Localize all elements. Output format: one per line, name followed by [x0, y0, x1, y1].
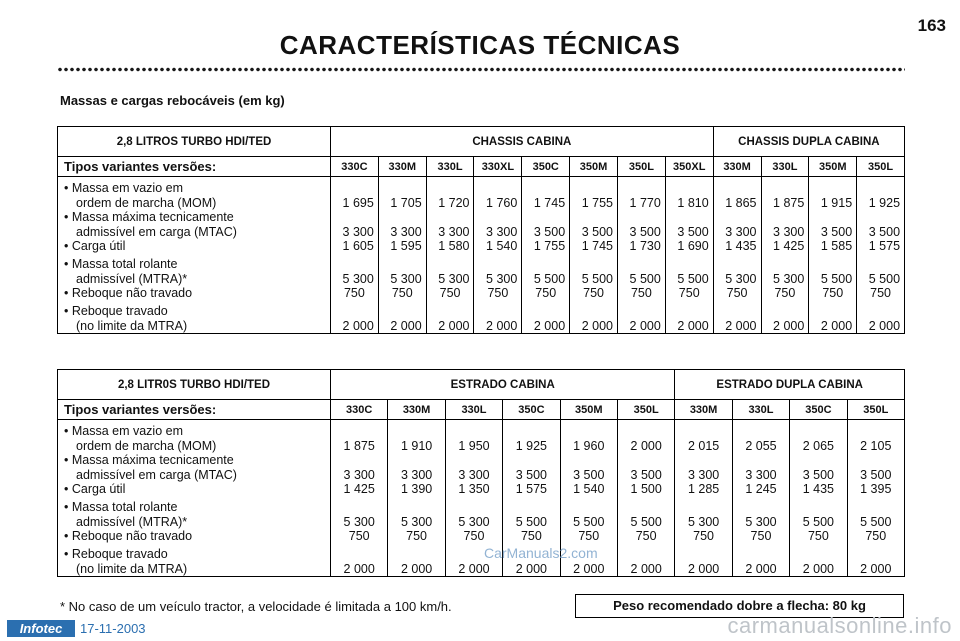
- column-header: 350M: [570, 157, 618, 177]
- table-cell: 1 960: [573, 439, 605, 453]
- table-cell: 2 000: [400, 562, 433, 576]
- table-cell: 1 875: [343, 439, 375, 453]
- table-cell: 5 500: [629, 272, 661, 286]
- group-header-row: [58, 127, 905, 157]
- table-cell: 3 300: [400, 468, 433, 482]
- row-label: [64, 500, 330, 529]
- row-label-line: • Massa total rolante: [64, 500, 178, 514]
- row-label-line: • Carga útil: [64, 482, 126, 496]
- table-cell: 3 500: [515, 468, 547, 482]
- row-label-line: • Reboque travado: [64, 304, 168, 318]
- table-cell: 750: [343, 286, 365, 300]
- column-header: 330C: [331, 400, 388, 420]
- footer-date: 17-11-2003: [80, 621, 146, 636]
- table-cell: 3 300: [458, 468, 490, 482]
- value-column: [761, 177, 809, 334]
- table-cell: 1 540: [573, 482, 605, 496]
- table-cell: 3 500: [629, 225, 661, 239]
- row-label-line: (no limite da MTRA): [76, 562, 188, 576]
- table-cell: 3 500: [581, 225, 613, 239]
- table-cell: 2 000: [630, 439, 662, 453]
- table-cell: 5 500: [515, 515, 547, 529]
- value-column: [675, 420, 732, 577]
- table-cell: 5 300: [342, 272, 374, 286]
- group-header-row: [58, 370, 905, 400]
- table-cell: 5 300: [745, 515, 777, 529]
- value-column: [617, 177, 665, 334]
- table-cell: 1 745: [533, 196, 566, 210]
- table-cell: 2 000: [629, 319, 661, 333]
- table-cell: 750: [807, 529, 829, 543]
- table-cell: 5 300: [400, 515, 433, 529]
- table-cell: 5 500: [533, 272, 566, 286]
- table-cell: 1 755: [581, 196, 613, 210]
- table-cell: 1 425: [343, 482, 375, 496]
- table-cell: 750: [726, 286, 748, 300]
- values-row: [58, 420, 905, 577]
- table-cell: 750: [406, 529, 428, 543]
- column-header: 350L: [617, 157, 665, 177]
- table-cell: 750: [774, 286, 796, 300]
- table-cell: 1 705: [390, 196, 422, 210]
- row-labels-column: [58, 420, 331, 577]
- watermark-bottom: carmanualsonline.info: [727, 613, 952, 638]
- value-column: [474, 177, 522, 334]
- row-label-line: • Massa máxima tecnicamente: [64, 210, 234, 224]
- value-column: [857, 177, 905, 334]
- table-cell: 2 065: [802, 439, 834, 453]
- row-label-line: admissível em carga (MTAC): [76, 225, 237, 239]
- group-header-chassis-cabina: CHASSIS CABINA: [331, 127, 714, 157]
- column-header-row: [58, 400, 905, 420]
- watermark-site: CarManuals2.com: [484, 545, 598, 561]
- dotted-divider: [57, 67, 905, 72]
- table-cell: 1 910: [400, 439, 433, 453]
- table-cell: 3 500: [630, 468, 662, 482]
- table-cell: 2 000: [745, 562, 777, 576]
- table-cell: 1 745: [581, 239, 613, 253]
- table-cell: 2 000: [725, 319, 757, 333]
- page-title: CARACTERÍSTICAS TÉCNICAS: [279, 30, 681, 60]
- table-cell: 3 500: [860, 468, 892, 482]
- table-cell: 5 500: [677, 272, 709, 286]
- column-header: 350M: [560, 400, 617, 420]
- value-column: [732, 420, 789, 577]
- table-cell: 750: [630, 286, 652, 300]
- table-cell: 750: [822, 286, 844, 300]
- table-cell: 3 300: [745, 468, 777, 482]
- table-cell: 1 695: [342, 196, 374, 210]
- table-cell: 2 000: [581, 319, 613, 333]
- column-header-row: [58, 157, 905, 177]
- row-label-line: (no limite da MTRA): [76, 319, 188, 333]
- table-cell: 2 000: [868, 319, 901, 333]
- table-cell: 5 500: [573, 515, 605, 529]
- row-label-line: • Reboque não travado: [64, 286, 193, 300]
- table-cell: 1 950: [458, 439, 490, 453]
- table-cell: 3 500: [533, 225, 566, 239]
- engine-header: 2,8 LITR0S TURBO HDI/TED: [58, 370, 331, 400]
- column-header: 330L: [426, 157, 474, 177]
- value-column: [331, 420, 388, 577]
- column-header: 350C: [522, 157, 570, 177]
- table-cell: 750: [583, 286, 604, 300]
- table-cell: 2 000: [438, 319, 470, 333]
- table-cell: 750: [348, 529, 370, 543]
- table-cell: 750: [870, 286, 892, 300]
- table-cell: 1 595: [390, 239, 422, 253]
- table-cell: 3 300: [438, 225, 470, 239]
- table-cell: 2 000: [343, 562, 375, 576]
- table-cell: 1 390: [400, 482, 433, 496]
- value-column: [809, 177, 857, 334]
- table-cell: 750: [535, 286, 557, 300]
- row-label-line: • Reboque não travado: [64, 529, 193, 543]
- value-column: [790, 420, 847, 577]
- variants-header: Tipos variantes versões:: [58, 157, 331, 177]
- axle-load-box: Peso recomendado dobre a flecha: 80 kg: [575, 594, 904, 618]
- table-cell: 1 925: [868, 196, 901, 210]
- table-cell: 2 000: [342, 319, 374, 333]
- table-cell: 5 300: [458, 515, 490, 529]
- table-cell: 5 500: [581, 272, 613, 286]
- group-header-chassis-dupla-cabina: CHASSIS DUPLA CABINA: [713, 127, 904, 157]
- value-column: [378, 177, 426, 334]
- table-cell: 3 500: [868, 225, 901, 239]
- column-header: 330XL: [474, 157, 522, 177]
- table-cell: 3 300: [725, 225, 757, 239]
- row-label-line: ordem de marcha (MOM): [76, 196, 217, 210]
- table-cell: 5 500: [820, 272, 853, 286]
- column-header: 330L: [445, 400, 502, 420]
- value-column: [617, 420, 674, 577]
- chassis-cabina-table: [57, 126, 905, 334]
- table-cell: 5 300: [438, 272, 470, 286]
- row-label: [64, 239, 330, 257]
- table-cell: 1 690: [677, 239, 709, 253]
- table-cell: 750: [693, 529, 715, 543]
- row-label: [64, 453, 330, 482]
- table-cell: 5 300: [486, 272, 518, 286]
- page-number: 163: [917, 16, 946, 35]
- table-cell: 1 285: [687, 482, 720, 496]
- row-label: [64, 547, 330, 576]
- group-header-estrado-dupla-cabina: ESTRADO DUPLA CABINA: [675, 370, 905, 400]
- column-header: 330C: [331, 157, 379, 177]
- table-cell: 1 720: [438, 196, 470, 210]
- table-cell: 1 575: [868, 239, 901, 253]
- table-cell: 750: [635, 529, 657, 543]
- table-cell: 2 000: [687, 562, 720, 576]
- row-label: [64, 286, 330, 304]
- table-cell: 750: [463, 529, 485, 543]
- table-cell: 1 540: [486, 239, 518, 253]
- table-cell: 750: [439, 286, 461, 300]
- group-header-estrado-cabina: ESTRADO CABINA: [331, 370, 675, 400]
- table-cell: 3 500: [573, 468, 605, 482]
- table-cell: 1 245: [745, 482, 777, 496]
- values-row: [58, 177, 905, 334]
- table-cell: 1 435: [802, 482, 834, 496]
- column-header: 350C: [503, 400, 560, 420]
- row-labels-column: [58, 177, 331, 334]
- row-label: [64, 424, 330, 453]
- table-cell: 1 730: [629, 239, 661, 253]
- table-cell: 2 000: [486, 319, 518, 333]
- table-cell: 2 000: [860, 562, 892, 576]
- table-cell: 1 435: [725, 239, 757, 253]
- table-cell: 1 585: [820, 239, 853, 253]
- table-cell: 3 300: [390, 225, 422, 239]
- estrado-cabina-table: [57, 369, 905, 577]
- row-label-line: admissível (MTRA)*: [76, 272, 188, 286]
- value-column: [847, 420, 904, 577]
- table-cell: 2 000: [515, 562, 547, 576]
- table-cell: 2 000: [533, 319, 566, 333]
- table-cell: 750: [678, 286, 700, 300]
- engine-header: 2,8 LITROS TURBO HDI/TED: [58, 127, 331, 157]
- table-cell: 2 000: [773, 319, 805, 333]
- table-cell: 750: [578, 529, 600, 543]
- table-cell: 5 300: [343, 515, 375, 529]
- column-header: 330M: [675, 400, 732, 420]
- value-column: [570, 177, 618, 334]
- column-header: 330M: [713, 157, 761, 177]
- table-cell: 1 395: [860, 482, 892, 496]
- row-label-line: • Massa total rolante: [64, 257, 178, 271]
- table-cell: 750: [391, 286, 413, 300]
- table-cell: 1 575: [515, 482, 547, 496]
- table-cell: 750: [487, 286, 509, 300]
- table-cell: 1 875: [773, 196, 805, 210]
- table-cell: 1 605: [342, 239, 374, 253]
- row-label-line: admissível em carga (MTAC): [76, 468, 237, 482]
- table-cell: 1 925: [515, 439, 547, 453]
- column-header: 350XL: [665, 157, 713, 177]
- row-label-line: admissível (MTRA)*: [76, 515, 188, 529]
- table-cell: 3 300: [342, 225, 374, 239]
- value-column: [388, 420, 445, 577]
- table-cell: 1 915: [820, 196, 853, 210]
- table-cell: 2 000: [458, 562, 490, 576]
- table-cell: 5 300: [773, 272, 805, 286]
- column-header: 330M: [378, 157, 426, 177]
- table-cell: 1 865: [725, 196, 757, 210]
- table-cell: 1 350: [458, 482, 490, 496]
- value-column: [713, 177, 761, 334]
- table-cell: 3 300: [773, 225, 805, 239]
- table-cell: 2 015: [687, 439, 720, 453]
- row-label: [64, 210, 330, 239]
- table-cell: 3 500: [677, 225, 709, 239]
- table-cell: 1 425: [773, 239, 805, 253]
- variants-header: Tipos variantes versões:: [58, 400, 331, 420]
- table-cell: 5 300: [390, 272, 422, 286]
- footnote: * No caso de um veículo tractor, a velocidade é limitada a 100 km/h.: [60, 599, 452, 614]
- table-cell: 3 500: [820, 225, 853, 239]
- column-header: 350L: [857, 157, 905, 177]
- table-cell: 5 300: [725, 272, 757, 286]
- table-cell: 2 055: [745, 439, 777, 453]
- column-header: 330L: [761, 157, 809, 177]
- infotec-logo: Infotec: [7, 620, 75, 637]
- column-header: 350L: [847, 400, 904, 420]
- table-cell: 1 755: [533, 239, 566, 253]
- value-column: [665, 177, 713, 334]
- row-label-line: • Reboque travado: [64, 547, 168, 561]
- row-label: [64, 304, 330, 333]
- column-header: 350C: [790, 400, 847, 420]
- row-label: [64, 529, 330, 547]
- table-cell: 1 500: [630, 482, 662, 496]
- table-cell: 1 810: [677, 196, 709, 210]
- table-cell: 3 500: [802, 468, 834, 482]
- table-cell: 2 000: [802, 562, 834, 576]
- table-cell: 750: [520, 529, 542, 543]
- row-label: [64, 181, 330, 210]
- row-label: [64, 482, 330, 500]
- table-cell: 5 500: [630, 515, 662, 529]
- column-header: 350M: [809, 157, 857, 177]
- row-label: [64, 257, 330, 286]
- value-column: [522, 177, 570, 334]
- table-cell: 2 000: [573, 562, 605, 576]
- value-column: [331, 177, 379, 334]
- table-cell: 3 300: [486, 225, 518, 239]
- table-cell: 5 500: [802, 515, 834, 529]
- column-header: 330L: [732, 400, 789, 420]
- table-cell: 2 000: [390, 319, 422, 333]
- table-cell: 3 300: [343, 468, 375, 482]
- row-label-line: • Massa em vazio em: [64, 424, 183, 438]
- column-header: 330M: [388, 400, 445, 420]
- table-cell: 5 500: [868, 272, 901, 286]
- table-cell: 1 760: [486, 196, 518, 210]
- table-cell: 1 770: [629, 196, 661, 210]
- row-label-line: ordem de marcha (MOM): [76, 439, 217, 453]
- value-column: [426, 177, 474, 334]
- row-label-line: • Carga útil: [64, 239, 126, 253]
- row-label-line: • Massa em vazio em: [64, 181, 183, 195]
- section-heading: Massas e cargas rebocáveis (em kg): [60, 93, 285, 108]
- table-cell: 2 000: [677, 319, 709, 333]
- row-label-line: • Massa máxima tecnicamente: [64, 453, 234, 467]
- table-cell: 2 105: [860, 439, 892, 453]
- table-cell: 2 000: [630, 562, 662, 576]
- table-cell: 750: [750, 529, 772, 543]
- column-header: 350L: [617, 400, 674, 420]
- table-cell: 1 580: [438, 239, 470, 253]
- table-cell: 3 300: [687, 468, 720, 482]
- table-cell: 2 000: [820, 319, 853, 333]
- table-cell: 5 500: [860, 515, 892, 529]
- table-cell: 750: [865, 529, 887, 543]
- table-cell: 5 300: [687, 515, 720, 529]
